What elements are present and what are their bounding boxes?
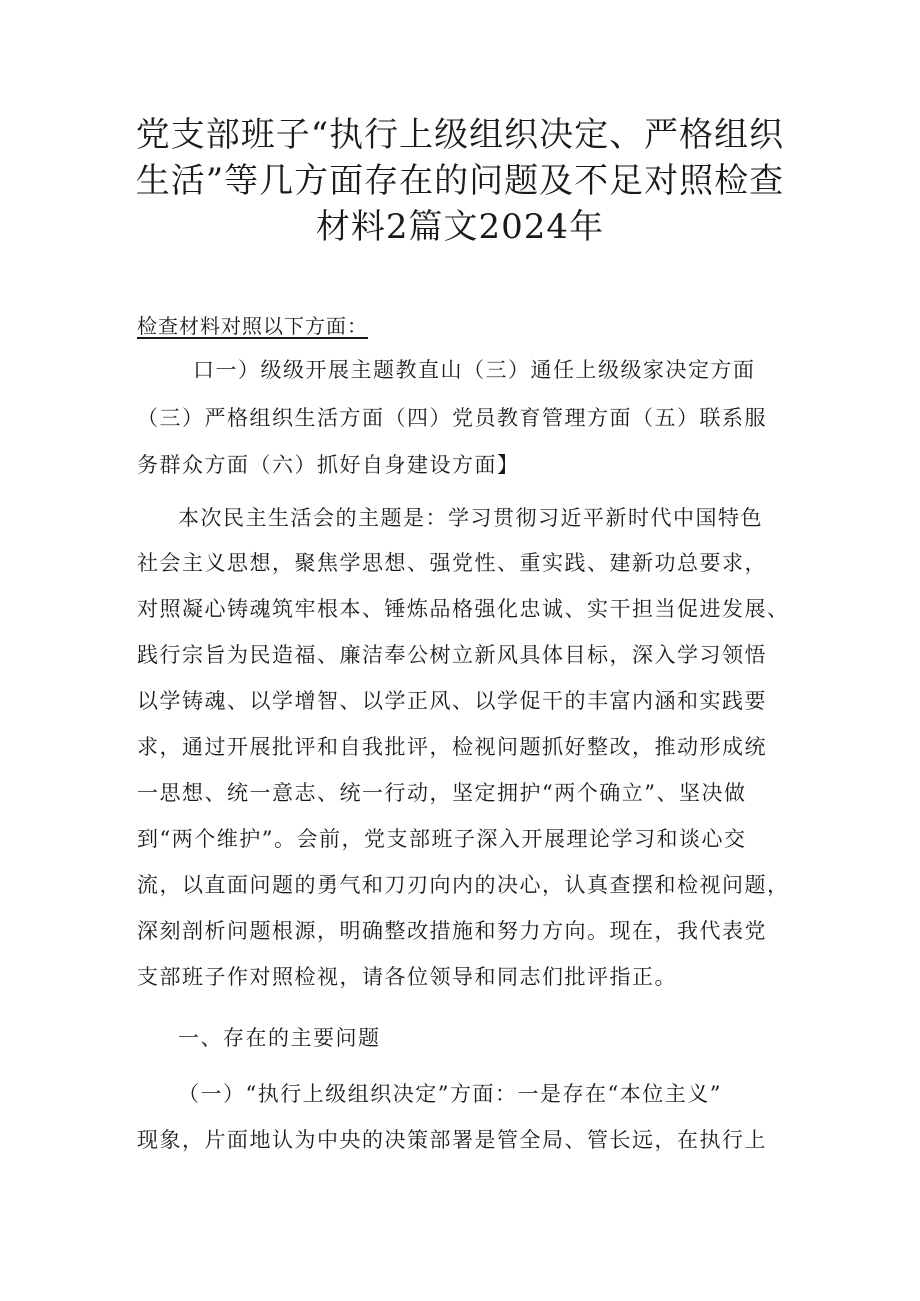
text-line: 以学铸魂、以学增智、以学正风、以学促干的丰富内涵和实践要 <box>137 689 767 713</box>
title-line-1: 党支部班子“执行上级组织决定、严格组织 <box>135 115 785 155</box>
text-line: 本次民主生活会的主题是：学习贯彻习近平新时代中国特色 <box>178 506 763 530</box>
text-line: 社会主义思想，聚焦学思想、强党性、重实践、建新功总要求， <box>137 551 767 575</box>
subheading: 检查材料对照以下方面： <box>137 314 368 338</box>
text-line: 求，通过开展批评和自我批评，检视问题抓好整改，推动形成统 <box>137 735 767 759</box>
title-line-3: 材料2篇文2024年 <box>315 207 605 247</box>
text-line: （三）严格组织生活方面（四）党员教育管理方面（五）联系服 <box>137 406 767 430</box>
text-line: 口一）级级开展主题教直山（三）通任上级级家决定方面 <box>193 358 756 382</box>
title-line-2: 生活”等几方面存在的问题及不足对照检查 <box>135 161 785 201</box>
text-line: 深刻剖析问题根源，明确整改措施和努力方向。现在，我代表党 <box>137 919 767 943</box>
text-line: 对照凝心铸魂筑牢根本、锤炼品格强化忠诚、实干担当促进发展、 <box>137 597 790 621</box>
text-line: （一）“执行上级组织决定”方面：一是存在“本位主义” <box>178 1082 722 1106</box>
document-title <box>120 112 800 250</box>
text-line: 践行宗旨为民造福、廉洁奉公树立新风具体目标，深入学习领悟 <box>137 643 767 667</box>
text-line: 支部班子作对照检视，请各位领导和同志们批评指正。 <box>137 965 677 989</box>
text-line: 一思想、统一意志、统一行动，坚定拥护“两个确立”、坚决做 <box>137 781 747 805</box>
text-line: 流，以直面问题的勇气和刀刃向内的决心，认真查摆和检视问题， <box>137 873 790 897</box>
text-line: 务群众方面（六）抓好自身建设方面】 <box>137 453 520 477</box>
section-heading: 一、存在的主要问题 <box>178 1026 381 1050</box>
text-line: 到“两个维护”。会前，党支部班子深入开展理论学习和谈心交 <box>137 827 747 851</box>
text-line: 现象，片面地认为中央的决策部署是管全局、管长远，在执行上 <box>137 1128 767 1152</box>
